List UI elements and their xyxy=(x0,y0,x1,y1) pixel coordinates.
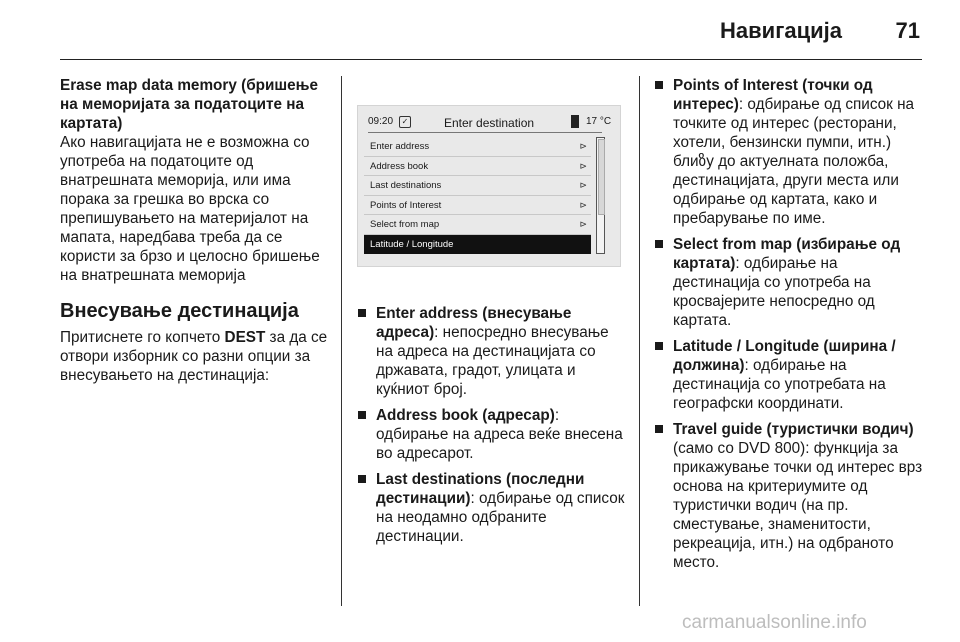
screen-scrollbar xyxy=(596,137,605,254)
bullet-item xyxy=(654,235,928,330)
right-column xyxy=(654,76,928,579)
screen-menu-item[interactable] xyxy=(364,157,591,177)
screen-menu-item-label: Select from map xyxy=(370,219,440,230)
dest-key: DEST xyxy=(224,329,266,346)
screen-menu-item-label: Address book xyxy=(370,160,429,172)
bullet-term: Last destinations (последни дестинации) xyxy=(376,471,585,507)
bullet-item xyxy=(654,337,928,413)
screen-menu-item[interactable] xyxy=(364,176,591,196)
scrollbar-thumb xyxy=(598,139,605,215)
bullet-square-icon xyxy=(358,475,366,483)
screen-menu-item[interactable] xyxy=(364,235,591,255)
bullet-text: : одбирање на дестинација со употребата на географски координати. xyxy=(673,357,886,412)
bullet-term: Latitude / Longitude (ширина / должина) xyxy=(673,338,896,374)
bullet-term: Enter address (внесување адреса) xyxy=(376,305,572,341)
bullet-square-icon xyxy=(655,425,663,433)
chevron-right-icon: ⊳ xyxy=(579,141,587,151)
screen-time: 09:20 xyxy=(368,116,394,127)
intro-post: за да се отвори изборник со разни опции за внесувањето на дестинација: xyxy=(60,329,328,384)
bullet-term: Travel guide (туристички водич) xyxy=(673,421,914,438)
chevron-right-icon: ⊳ xyxy=(579,160,587,171)
bullet-text: : одбирање на адреса веќе внесена во адресарот. xyxy=(376,407,623,462)
page-number: 71 xyxy=(895,18,920,43)
column-divider-left xyxy=(341,76,342,606)
page-title: Навигација xyxy=(720,18,842,43)
erase-heading: Erase map data memory (бришење на меморијата за податоците на картата) xyxy=(60,77,319,132)
erase-text: Ако навигацијата не е возможна со употреба на податоците од внатрешната меморија, или има порака за грешка во врска со препишувањето на материјалот на мапата, наредбава треба да се користи за брзо и целосно бришење на внатрешната меморија xyxy=(60,134,320,284)
screen-menu-item[interactable] xyxy=(364,196,591,216)
bullet-text: : одбирање на дестинација со употреба на кросвајерите непосредно од картата. xyxy=(673,255,875,329)
clock-icon: ✓ xyxy=(399,116,411,128)
chevron-right-icon: ⊳ xyxy=(579,180,587,190)
bullet-square-icon xyxy=(358,411,366,419)
screen-menu-item-label: Latitude / Longitude xyxy=(370,238,454,250)
page-header xyxy=(0,0,960,62)
screen-temperature: 17 °C xyxy=(586,116,612,127)
thermometer-icon xyxy=(571,115,579,128)
bullet-text: : одбирање од список на точките од интерес (ресторани, хотели, бензински пумпи, итн.) блиზу до актуелната положба, дестинацијата, други места или одбирање од картата, како и пребарување по име. xyxy=(673,96,915,227)
left-column xyxy=(60,76,328,385)
screen-menu xyxy=(364,137,591,254)
bullet-square-icon xyxy=(358,309,366,317)
column-divider-right xyxy=(639,76,640,606)
bullet-square-icon xyxy=(655,342,663,350)
bullet-square-icon xyxy=(655,81,663,89)
watermark: carmanualsonline.info xyxy=(682,612,867,633)
bullet-item xyxy=(357,406,625,463)
bullet-item xyxy=(654,76,928,228)
bullet-term: Address book (адресар) xyxy=(376,407,555,424)
bullet-text: : одбирање од список на неодамно одбраните дестинации. xyxy=(376,490,625,545)
middle-column xyxy=(357,304,625,553)
chevron-right-icon: ⊳ xyxy=(579,199,587,210)
screen-title: Enter destination xyxy=(444,116,535,130)
chevron-right-icon: ⊳ xyxy=(579,219,587,229)
screen-menu-item-label: Points of Interest xyxy=(370,199,442,211)
bullet-square-icon xyxy=(655,240,663,248)
screen-menu-item-label: Enter address xyxy=(370,141,430,152)
screen-menu-item[interactable] xyxy=(364,137,591,157)
nav-screen-illustration xyxy=(357,105,621,267)
header-rule xyxy=(60,59,922,60)
bullet-item xyxy=(357,470,625,546)
bullet-term: Select from map (избирање од картата) xyxy=(673,236,901,272)
bullet-item xyxy=(357,304,625,399)
screen-menu-item-label: Last destinations xyxy=(370,180,442,191)
intro-paragraph xyxy=(60,328,328,385)
intro-pre: Притиснете го копчето xyxy=(60,329,225,346)
screen-menu-item[interactable] xyxy=(364,215,591,235)
section-title: Внесување дестинација xyxy=(60,300,299,322)
bullet-text: : непосредно внесување на адреса на дестинацијата со државата, градот, улицата и куќниот број. xyxy=(376,324,609,398)
bullet-item xyxy=(654,420,928,572)
screen-divider xyxy=(368,132,602,133)
bullet-term: Points of Interest (точки од интерес) xyxy=(673,77,873,113)
bullet-text: (само со DVD 800): функција за прикажување точки од интерес врз основа на критериумите од туристички водич (на пр. сместување, знаменитости, рекреација, итн.) на одбраното место. xyxy=(673,440,923,571)
